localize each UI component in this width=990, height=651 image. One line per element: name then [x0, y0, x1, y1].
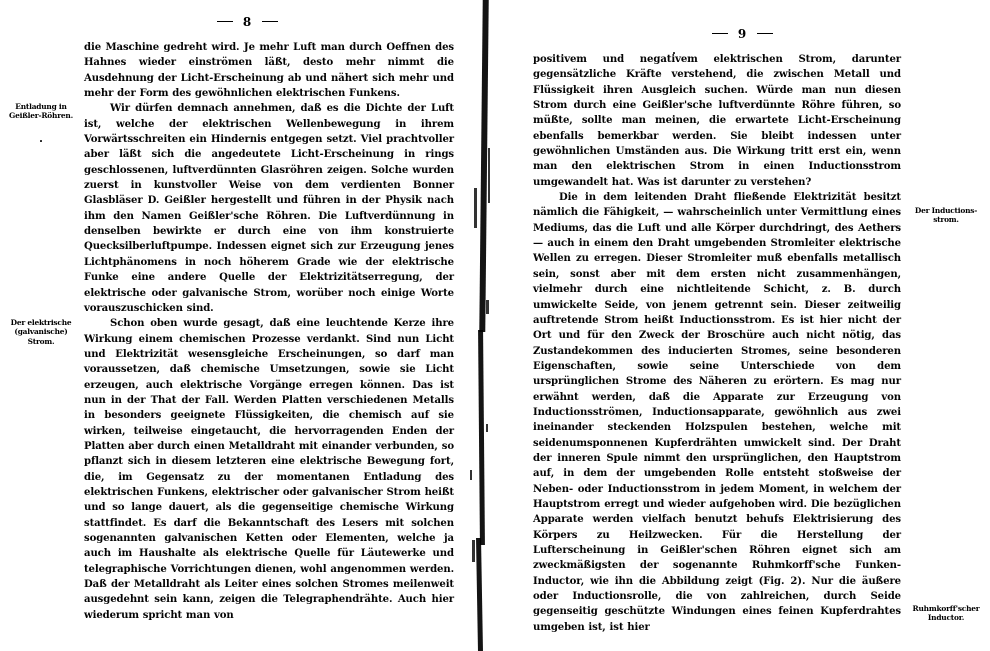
- body-text-left: [84, 40, 454, 623]
- page-number-left: [0, 14, 495, 29]
- gutter-speck: [486, 424, 488, 432]
- gutter-speck: [474, 188, 477, 228]
- gutter-speck: [470, 470, 472, 480]
- paragraph: Wir dürfen demnach annehmen, daß es die Dichte der Luft ist, welche der elektrischen Wellenbewegung in ihrem Vorwärtsschreiten ein Hindernis entgegen setzt. Viel prachtvoller aber läßt sich die angedeutete Licht-Erscheinung in rings geschlossenen, luftverdünnten Glasröhren zeigen. Solche wurden zuerst in kunstvoller Weise von dem verdienten Bonner Glasbläser D. Geißler hergestellt und führen in der Physik nach ihm den Namen Geißler'sche Röhren. Die Luftverdünnung in denselben bewirkte er durch eine von ihm konstruierte Quecksilberluftpumpe. Indessen eignet sich zur Erzeugung jenes Lichtphänomens in noch höherem Grade wie der elektrische Funke eine andere Quelle der Elektrizitätserregung, der elektrische oder galvanische Strom, worüber noch einige Worte vorauszuschicken sind.: [84, 103, 454, 314]
- scan-speck: [40, 140, 42, 142]
- margin-note-line: Der Inductions-: [914, 206, 978, 215]
- margin-note-inductionsstrom: [904, 206, 988, 225]
- margin-note-line: strom.: [933, 215, 959, 225]
- folio-number: 9: [737, 26, 748, 41]
- paragraph: Die in dem leitenden Draht fließende Elektrizität besitzt nämlich die Fähigkeit, — wahrscheinlich unter Vermittlung eines Mediums, das die Luft und alle Körper durchdringt, des Aethers — auch in einem den Draht umgebenden Stromleiter elektrische Wellen zu erregen. Dieser Stromleiter muß ebenfalls metallisch sein, sonst aber mit dem ersten nicht zusammenhängen, vielmehr durch eine nichtleitende Schicht, z. B. durch umwickelte Seide, von jenem getrennt sein. Dieser zeitweilig auftretende Strom heißt Inductionsstrom. Es ist hier nicht der Ort und für den Zweck der Broschüre auch nicht nötig, das Zustandekommen des inducierten Stromes, seine besonderen Eigenschaften, sowie seine Unterschiede von dem ursprünglichen Strome des Näheren zu erörtern. Es mag nur erwähnt werden, daß die Apparate zur Erzeugung von Inductionsströmen, Inductionsapparate, gewöhnlich aus zwei ineinander steckenden Holzspulen bestehen, welche mit seidenumsponnenen Kupferdrähten umwickelt sind. Der Draht der inneren Spule nimmt den ursprünglichen, den Hauptstrom auf, in dem der umgebenden Rolle entsteht stoßweise der Neben- oder Inductionsstrom in jedem Moment, in welchem der Hauptstrom erregt und wieder aufgehoben wird. Die bezüglichen Apparate werden vielfach benutzt behufs Elektrisierung des Körpers zu Heilzwecken. Für die Herstellung der Lufterscheinung in Geißler'schen Röhren eignet sich am zweckmäßigsten der sogenannte Ruhmkorff'sche Funken-Inductor, wie ihn die Abbildung zeigt (Fig. 2). Nur die äußere oder Inductionsrolle, die von zahlreichen, durch Seide gegenseitig geschützte Windungen eines feinen Kupferdrahtes umgeben ist, ist hier: [533, 192, 901, 633]
- folio-rule-left-icon: [712, 33, 728, 35]
- margin-note-line: Entladung in: [15, 102, 67, 111]
- margin-note-line: Ruhmkorff'scher: [912, 604, 980, 613]
- folio-rule-left-icon: [217, 21, 233, 23]
- margin-note-line: Inductor.: [927, 613, 965, 623]
- gutter-speck: [486, 300, 489, 314]
- folio-rule-right-icon: [262, 21, 278, 23]
- scan-speck: [673, 52, 675, 54]
- paragraph: Schon oben wurde gesagt, daß eine leuchtende Kerze ihre Wirkung einem chemischen Prozesse verdankt. Sind nun Licht und Elektrizität wesensgleiche Erscheinungen, so darf man voraussetzen, daß chemische Umsetzungen, sowie sie Licht erzeugen, auch elektrische Vorgänge erregen können. Das ist nun in der That der Fall. Werden Platten verschiedenen Metalls in besonders geeignete Flüssigkeiten, die chemisch auf sie wirken, teilweise eingetaucht, die hervorragenden Enden der Platten aber durch einen Metalldraht mit einander verbunden, so pflanzt sich in diesem letzteren eine elektrische Bewegung fort, die, im Gegensatz zu der momentanen Entladung des elektrischen Funkens, elektrischer oder galvanischer Strom heißt und so lange dauert, als die gegenseitige chemische Wirkung stattfindet. Es darf die Bekanntschaft des Lesers mit solchen sogenannten galvanischen Ketten oder Elementen, welche ja auch im Haushalte als elektrische Quelle für Läutewerke und telegraphische Vorrichtungen dienen, wohl angenommen werden. Daß der Metalldraht als Leiter eines solchen Stromes meilenweit ausgedehnt sein kann, zeigen die Telegraphendrähte. Auch hier wiederum spricht man von: [84, 318, 454, 621]
- margin-note-galvanischer-strom: [2, 318, 80, 346]
- margin-note-line: Strom.: [27, 336, 55, 346]
- page-number-right: [495, 26, 990, 41]
- right-page: [495, 0, 990, 651]
- body-text-right: [533, 52, 901, 635]
- margin-note-line: Geißler-Röhren.: [9, 111, 73, 121]
- folio-rule-right-icon: [757, 33, 773, 35]
- folio-number: 8: [242, 14, 253, 29]
- gutter-speck: [488, 148, 490, 203]
- paragraph: die Maschine gedreht wird. Je mehr Luft man durch Oeffnen des Hahnes wieder einströmen läßt, desto mehr nimmt die Ausdehnung der Licht-Erscheinung ab und nähert sich mehr und mehr der Form des gewöhnlichen elektrischen Funkens.: [84, 42, 454, 100]
- paragraph: positivem und negativem elektrischen Strom, darunter gegensätzliche Kräfte verstehend, die zwischen Metall und Flüssigkeit ihren Ausgleich suchen. Würde man nun diesen Strom durch eine Geißler'sche luftverdünnte Röhre führen, so müßte, sollte man meinen, die erwartete Licht-Erscheinung ebenfalls bemerkbar werden. Sie bleibt indessen unter gewöhnlichen Umständen aus. Die Wirkung tritt erst ein, wenn man den elektrischen Strom in einen Inductionsstrom umgewandelt hat. Was ist darunter zu verstehen?: [533, 54, 901, 188]
- margin-note-line: (galvanische): [14, 327, 68, 337]
- margin-note-ruhmkorff-inductor: [904, 604, 988, 623]
- gutter-speck: [472, 540, 475, 562]
- margin-note-entladung-geissler: [2, 102, 80, 121]
- margin-note-line: Der elektrische: [10, 318, 72, 327]
